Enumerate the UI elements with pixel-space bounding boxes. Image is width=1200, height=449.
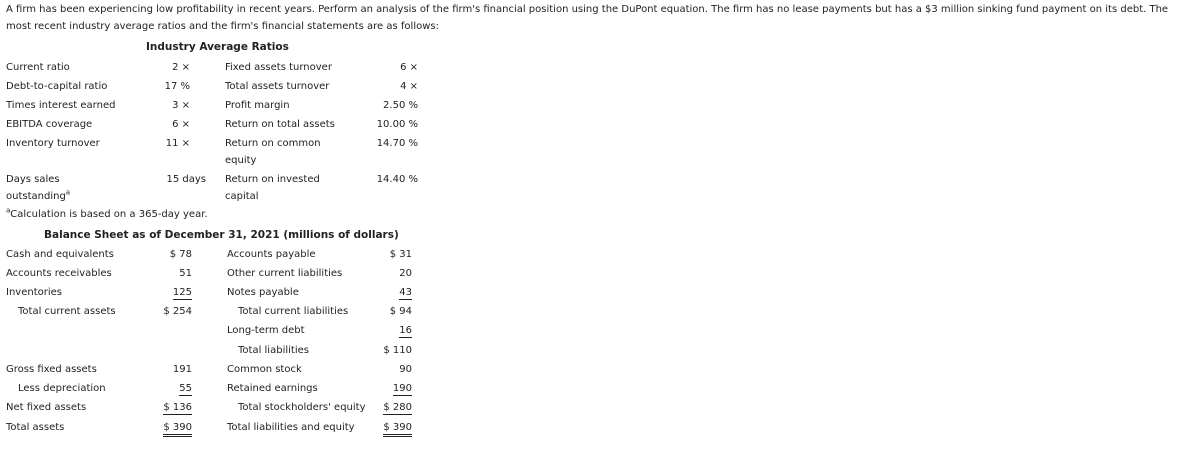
liability-value: 20 bbox=[399, 268, 412, 279]
asset-label: Accounts receivables bbox=[6, 268, 112, 279]
asset-value bbox=[150, 382, 192, 396]
liability-value-text: 43 bbox=[399, 287, 412, 298]
liability-value bbox=[372, 286, 412, 300]
ratio-label: Fixed assets turnover bbox=[225, 62, 332, 73]
equity-value-text: 190 bbox=[392, 383, 412, 394]
liability-label: Long-term debt bbox=[227, 325, 305, 336]
asset-label: Gross fixed assets bbox=[6, 364, 97, 375]
ratio-label: Days sales bbox=[6, 174, 60, 185]
ratio-label: Inventory turnover bbox=[6, 138, 100, 149]
ratio-label: Debt-to-capital ratio bbox=[6, 81, 108, 92]
ratio-value: 6 × bbox=[400, 62, 418, 73]
liability-value: $ 94 bbox=[389, 306, 412, 317]
liability-label: Accounts payable bbox=[227, 249, 316, 260]
asset-value: $ 254 bbox=[163, 306, 192, 317]
ratio-label: Profit margin bbox=[225, 100, 290, 111]
ratio-label: Total assets turnover bbox=[225, 81, 330, 92]
asset-value bbox=[150, 421, 192, 435]
liability-label: Other current liabilities bbox=[227, 268, 343, 279]
liability-value: $ 110 bbox=[383, 345, 412, 356]
ratio-value: 14.70 % bbox=[376, 138, 418, 149]
equity-label: Common stock bbox=[227, 364, 302, 375]
asset-label: Net fixed assets bbox=[6, 402, 87, 413]
asset-value-text: $ 390 bbox=[163, 422, 192, 437]
ratio-label: Return on invested bbox=[225, 174, 320, 185]
asset-label: Less depreciation bbox=[18, 383, 106, 394]
asset-value-text: 55 bbox=[179, 383, 192, 394]
asset-value bbox=[150, 401, 192, 415]
liability-label: Total liabilities and equity bbox=[227, 422, 355, 433]
liability-value-text: 16 bbox=[399, 325, 412, 336]
ratio-value: 2.50 % bbox=[383, 100, 418, 111]
liability-label: Total liabilities bbox=[238, 345, 309, 356]
equity-label: Total stockholders' equity bbox=[238, 402, 366, 413]
ratio-value: 10.00 % bbox=[376, 119, 418, 130]
ratios-title: Industry Average Ratios bbox=[146, 41, 289, 53]
liability-value bbox=[372, 421, 412, 435]
ratio-value: 4 × bbox=[400, 81, 418, 92]
asset-value: 191 bbox=[172, 364, 192, 375]
liability-value-text: $ 390 bbox=[383, 422, 412, 437]
equity-value-text: $ 280 bbox=[383, 402, 412, 413]
problem-statement: A firm has been experiencing low profitability in recent years. Perform an analysis of the firm's financial position using the DuPont equation. The firm has no lease payments but has a $3 million sinking fund payment on its debt. The most recent industry average ratios and the firm's financial statements are as follows: bbox=[6, 4, 1169, 32]
liability-label: Total current liabilities bbox=[238, 306, 349, 317]
ratio-label: Return on common bbox=[225, 138, 321, 149]
ratio-value: 3 × bbox=[172, 100, 190, 111]
equity-value: 90 bbox=[399, 364, 412, 375]
ratio-value: 2 × bbox=[172, 62, 190, 73]
ratio-label: EBITDA coverage bbox=[6, 119, 93, 130]
asset-value-text: 125 bbox=[172, 287, 192, 298]
balance-sheet-title: Balance Sheet as of December 31, 2021 (millions of dollars) bbox=[44, 229, 399, 241]
ratio-label: Current ratio bbox=[6, 62, 70, 73]
ratio-value: 15 days bbox=[166, 174, 206, 185]
liability-value: $ 31 bbox=[389, 249, 412, 260]
equity-value bbox=[372, 382, 412, 396]
ratio-value: 6 × bbox=[172, 119, 190, 130]
footnote-marker: a bbox=[65, 188, 71, 197]
ratio-label: Times interest earned bbox=[6, 100, 116, 111]
equity-label: Retained earnings bbox=[227, 383, 318, 394]
ratio-label-continued: outstanding$^a$ bbox=[6, 188, 71, 202]
asset-label: Total assets bbox=[6, 422, 65, 433]
liability-value bbox=[372, 324, 412, 338]
footnote: $^a$Calculation is based on a 365-day year. bbox=[6, 206, 208, 220]
ratio-label-continued: capital bbox=[225, 191, 259, 202]
asset-label: Inventories bbox=[6, 287, 62, 298]
footnote-marker: a bbox=[6, 206, 11, 215]
ratio-label: Return on total assets bbox=[225, 119, 335, 130]
ratio-value: 14.40 % bbox=[376, 174, 418, 185]
ratio-label-continued: equity bbox=[225, 155, 257, 166]
asset-value: $ 78 bbox=[169, 249, 192, 260]
liability-label: Notes payable bbox=[227, 287, 299, 298]
equity-value bbox=[372, 401, 412, 415]
ratio-value: 11 × bbox=[165, 138, 190, 149]
asset-label: Cash and equivalents bbox=[6, 249, 114, 260]
asset-label: Total current assets bbox=[18, 306, 116, 317]
asset-value: 51 bbox=[179, 268, 192, 279]
asset-value-text: $ 136 bbox=[163, 402, 192, 413]
ratio-value: 17 % bbox=[164, 81, 190, 92]
asset-value bbox=[150, 286, 192, 300]
